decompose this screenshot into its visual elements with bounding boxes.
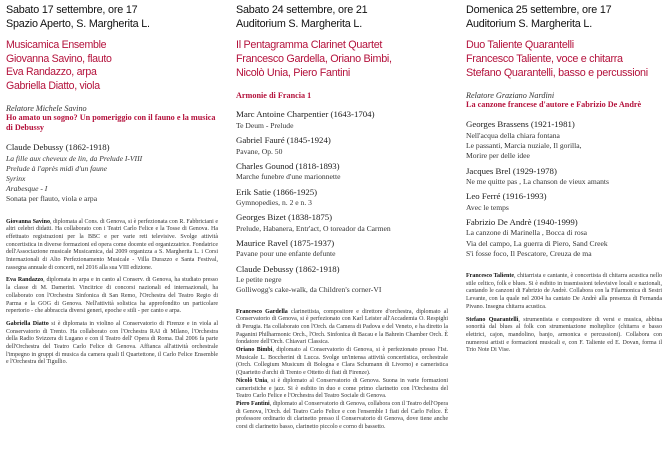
bio-paragraph [236, 347, 448, 378]
composer: Georges Bizet (1838-1875) [236, 212, 333, 223]
program-list [6, 142, 218, 205]
event-date: Sabato 24 settembre, ore 21 [236, 4, 368, 16]
piece: Ne me quitte pas , La chanson de vieux amants [466, 177, 609, 186]
bio-paragraph [236, 309, 448, 348]
event-column-2 [236, 0, 448, 437]
bio-text: clarinettista, compositore e direttore d'orchestra, diplomato al Conservatorio di Genova, si è perfezionato con Karl Leister all'Accademia O. Respighi di Perugia. Ha collaborato con l'Orch. da Camera di Padova e del Veneto, e ha diretto la Paganini Philharmonic Orch., l'Orch. Sinfonica di Bacau e la Bahrein Chamber Orch. È fondatore dell'Orch. Chiavari Classica. [236, 308, 448, 346]
biographies [6, 219, 218, 368]
bio-text: , strumentista e compositore di versi e musica, abbina sonorità dal blues al folk con strumentazione molteplice (chitarra e basso elettrici, cajon, mandolino, banjo, armonica e percussioni). Collabora con numerosi artisti e formazioni musicali e, con F. Taliente ed E. Dovan, forma il Trio Note Di Vise. [466, 316, 662, 354]
talk-title: La canzone francese d'autore e Fabrizio De Andrè [466, 100, 642, 110]
bio-name: Piero Fantini [236, 400, 270, 407]
performer-line: Eva Randazzo, arpa [6, 66, 97, 78]
bio-paragraph [6, 321, 218, 367]
piece: Syrinx [6, 173, 26, 183]
piece: Marche funebre d'une marionnette [236, 172, 341, 182]
event-column-3 [466, 0, 662, 360]
program-item [466, 166, 662, 188]
program-item [236, 135, 448, 157]
bio-text: si è diplomata in violino al Conservatorio di Firenze e in viola al Conservatorio di Trento. Ha collaborato con l'Orchestra RAI di Milano, l'Orchestra della Radio Svizzera di Lugano e con il Teatro dell' Opera di Roma. Dal 2006 fa parte dell'Orchestra del Teatro Carlo Felice di Genova. Affianca all'attività orchestrale l'impegno in gruppi di musica da camera quali Il Quartettone, il Carlo Felice Ensemble e l'Orchestra del Tigullio. [6, 320, 219, 366]
composer: Erik Satie (1866-1925) [236, 186, 318, 197]
event-place: Spazio Aperto, S. Margherita L. [6, 18, 150, 30]
performer-line: Stefano Quarantelli, basso e percussioni [466, 66, 648, 79]
bio-text: , chitarrista e cantante, è concertista di chitarra acustica nello stile celtico, folk e blues. Si è esibito in trasmissioni televisive locali e nazionali, cantando le canzoni di Fabrizio de Andrè. Collabora con la Filarmonica di Sestri Levante, con la quale nel 2004 ha cantato De Andrè alla presenza di Fernanda Pivano. Insegna chitarra acustica. [466, 273, 663, 310]
bio-paragraph [236, 401, 448, 432]
bio-name: Francesco Taliente [466, 273, 515, 280]
piece: La fille aux cheveux de lin, da Prelude I-VIII [6, 153, 143, 163]
bio-name: Giovanna Savino [6, 218, 50, 225]
composer: Gabriel Fauré (1845-1924) [236, 135, 331, 146]
bio-paragraph [6, 277, 218, 316]
program-item [6, 142, 218, 205]
program-item [236, 238, 448, 260]
bio-name: Nicolò Unia [236, 377, 268, 384]
piece: Via del campo, La guerra di Piero, Sand Creek [466, 238, 608, 248]
bio-name: Oriano Bimbi [236, 347, 273, 354]
program-item [236, 187, 448, 209]
performers [466, 39, 662, 80]
bio-text: , diplomato al Conservatorio di Genova, si è perfezionato presso l'Ist. Musicale L. Boccherini di Lucca. Svolge un'intensa attività concertistica, orchestrale (Orch. Collegium Musicum di Bologna e Clara Schumann di Livorno) e cameristica (Quartetto d'archi di Trento e Ottetto di fiati di Firenze). [236, 347, 448, 377]
piece: Te Deum - Prelude [236, 120, 294, 130]
bio-text: , diplomato al Conservatorio di Genova, collabora con il Teatro dell'Opera di Genova, l'Orch. del Teatro Carlo Felice e con l'ensemble I fiati del Carlo Felice. È professore ordinario di clarinetto presso il Conservatorio di Genova, dove tiene anche corsi di clarinetto basso, clarinetto piccolo e corno di bassetto. [236, 400, 448, 431]
program-item [236, 109, 448, 131]
bio-paragraph [466, 273, 662, 312]
event-place: Auditorium S. Margherita L. [236, 18, 363, 30]
bio-text: , si è diplomato al Conservatorio di Genova. Suona in varie formazioni cameristiche e jazz. Si è esibito in duo e come primo clarinetto con l'Orchestra del Teatro Carlo Felice e l'Orchestra del Teatro Sociale di Genova. [236, 377, 448, 400]
bio-name: Francesco Gardella [236, 308, 288, 315]
event-date: Sabato 17 settembre, ore 17 [6, 4, 138, 16]
bio-paragraph [236, 378, 448, 401]
piece: Pavane, Op. 50 [236, 146, 283, 156]
program-item [236, 212, 448, 234]
piece: Prelude à l'après midi d'un faune [6, 163, 108, 173]
performer-line: Musicamica Ensemble [6, 39, 107, 51]
piece: Avec le temps [466, 202, 509, 212]
composer: Claude Debussy (1862-1918) [236, 263, 340, 274]
piece: Gymnopedies, n. 2 e n. 3 [236, 198, 312, 207]
performer-line: Giovanna Savino, flauto [6, 52, 112, 65]
piece: Golliwogg's cake-walk, da Children's corner-VI [236, 285, 382, 295]
bio-name: Gabriella Diatto [6, 320, 49, 327]
program-title: Armonie di Francia 1 [236, 91, 312, 101]
composer: Charles Gounod (1818-1893) [236, 160, 340, 171]
piece: Pavane pour une enfante defunte [236, 249, 336, 259]
composer: Maurice Ravel (1875-1937) [236, 237, 335, 248]
piece: Le petite negre [236, 275, 282, 285]
bio-text: , diplomata al Cons. di Genova, si è perfezionata con R. Fabbriciani e altri celebri didatti. Ha collaborato con i Teatri Carlo Felice e la Tosse di Genova. Ha effettuato registrazioni per la BBC e per varie reti televisive. Svolge attività concertistica in diverse formazioni ed opera come docente ed organizzatrice. Fondatrice dell'Associazione musicale Musicamica, dal 2009 organizza a S. Margherita L. i Corsi Internazionali di Alto Perfezionamento Musicale - Villa Durazzo e Santa Festival, rassegna annuale di concerti, nel 2016 alla sua VIII edizione. [6, 218, 219, 271]
talk-title: Ho amato un sogno? Un pomeriggio con il fauno e la musica di Debussy [6, 113, 216, 132]
composer: Claude Debussy (1862-1918) [6, 142, 110, 152]
performer-line: Francesco Gardella, Oriano Bimbi, [236, 52, 392, 65]
program-item [466, 217, 662, 259]
program-list [466, 119, 662, 259]
composer: Marc Antoine Charpentier (1643-1704) [236, 109, 375, 120]
piece: Prelude, Habanera, Entr'act, O toreador da Carmen [236, 223, 391, 233]
program-item [466, 191, 662, 213]
event-place: Auditorium S. Margherita L. [466, 18, 593, 30]
program-item [466, 119, 662, 161]
event-date: Domenica 25 settembre, ore 17 [466, 4, 612, 16]
piece: Nell'acqua della chiara fontana [466, 130, 560, 140]
speaker: Relatore Graziano Nardini [466, 91, 555, 101]
program-item [236, 161, 448, 183]
performer-line: Duo Taliente Quarantelli [466, 39, 574, 51]
program-list [236, 109, 448, 295]
composer: Leo Ferré (1916-1993) [466, 191, 547, 202]
bio-name: Stefano Quarantelli [466, 316, 519, 323]
piece: Morire per delle idee [466, 151, 530, 161]
biographies [236, 309, 448, 432]
performer-line: Nicolò Unia, Piero Fantini [236, 66, 351, 79]
performer-line: Francesco Taliente, voce e chitarra [466, 52, 623, 65]
performers [6, 39, 218, 93]
program-item [236, 264, 448, 296]
bio-name: Eva Randazzo [6, 277, 44, 284]
bio-text: , diplomata in arpa e in canto al Conserv. di Genova, ha studiato presso la classe di M. Damerini. Vincitrice di concorsi nazionali ed internazionali, ha collaborato con l'Orchestra Sinfonica di San Remo, l'Orchestra del Teatro Regio di Parma e la GOG di Genova. Nell'attività solistica ha approfondito un particolare repertorio - che abbraccia diversi generi, epoche e stili - per canto e arpa. [6, 277, 218, 315]
speaker: Relatore Michele Savino [6, 104, 87, 113]
bio-paragraph [6, 219, 218, 273]
performer-line: Gabriella Diatto, viola [6, 79, 100, 92]
performers [236, 39, 448, 80]
composer: Jacques Brel (1929-1978) [466, 165, 557, 176]
piece: Sonata per flauto, viola e arpa [6, 194, 98, 204]
composer: Fabrizio De Andrè (1940-1999) [466, 216, 578, 227]
piece: S'i fosse foco, Il Pescatore, Creuza de ma [466, 248, 592, 258]
bio-paragraph [466, 317, 662, 356]
piece: La canzone di Marinella , Bocca di rosa [466, 228, 588, 238]
composer: Georges Brassens (1921-1981) [466, 119, 575, 130]
biographies [466, 273, 662, 355]
event-column-1 [6, 0, 218, 372]
piece: Le passanti, Marcia nuziale, Il gorilla, [466, 141, 582, 151]
performer-line: Il Pentagramma Clarinet Quartet [236, 39, 383, 51]
piece: Arabesque - I [6, 184, 48, 194]
